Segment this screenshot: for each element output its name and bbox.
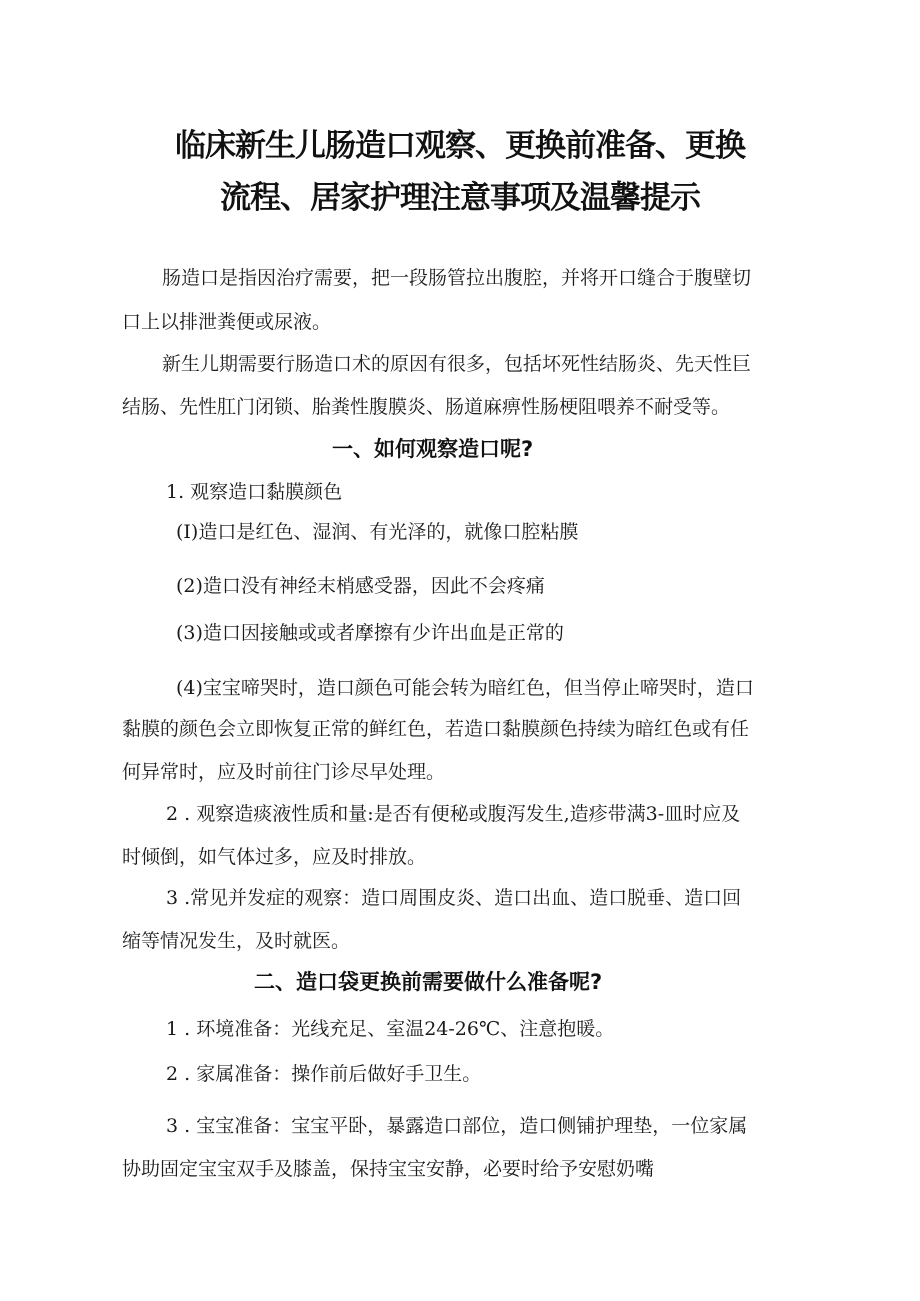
section-1-sub-item-2: (2)造口没有神经末梢感受器，因此不会疼痛	[176, 575, 545, 597]
document-title-line-2: 流程、居家护理注意事项及温馨提示	[220, 180, 700, 216]
section-1-sub-item-4-line-1: (4)宝宝啼哭时，造口颜色可能会转为暗红色，但当停止啼哭时，造口	[176, 677, 754, 699]
intro-paragraph-2-line-2: 结肠、先性肛门闭锁、胎粪性腹膜炎、肠道麻痹性肠梗阻喂养不耐受等。	[122, 396, 731, 418]
section-1-sub-item-4-line-2: 黏膜的颜色会立即恢复正常的鲜红色，若造口黏膜颜色持续为暗红色或有任	[122, 718, 750, 740]
intro-paragraph-1-line-1: 肠造口是指因治疗需要，把一段肠管拉出腹腔，并将开口缝合于腹壁切	[162, 267, 752, 289]
document-title-line-1: 临床新生儿肠造口观察、更换前准备、更换	[175, 128, 745, 164]
section-1-item-2-line-1: 2 . 观察造痰液性质和量:是否有便秘或腹泻发生,造疹带满3-皿时应及	[166, 803, 741, 825]
section-1-sub-item-4-line-3: 何异常时，应及时前往门诊尽早处理。	[122, 761, 446, 783]
section-2-item-2: 2 . 家属准备：操作前后做好手卫生。	[166, 1063, 482, 1085]
section-1-item-3-line-2: 缩等情况发生，及时就医。	[122, 930, 351, 952]
section-2-item-3-line-1: 3 . 宝宝准备：宝宝平卧，暴露造口部位，造口侧铺护理垫，一位家属	[166, 1115, 748, 1137]
section-2-item-3-line-2: 协助固定宝宝双手及膝盖，保持宝宝安静，必要时给予安慰奶嘴	[122, 1158, 655, 1180]
section-1-item-3-line-1: 3 .常见并发症的观察：造口周围皮炎、造口出血、造口脱垂、造口回	[166, 887, 742, 909]
section-1-item-1-title: 1. 观察造口黏膜颜色	[166, 481, 343, 503]
section-1-sub-item-1: (I)造口是红色、湿润、有光泽的，就像口腔粘膜	[176, 521, 579, 543]
section-1-item-2-line-2: 时倾倒，如气体过多，应及时排放。	[122, 846, 427, 868]
section-1-sub-item-3: (3)造口因接触或或者摩擦有少许出血是正常的	[176, 622, 564, 644]
intro-paragraph-1-line-2: 口上以排泄粪便或尿液。	[122, 311, 332, 333]
section-2-heading: 二、造口袋更换前需要做什么准备呢?	[254, 970, 603, 994]
section-2-item-1: 1 . 环境准备：光线充足、室温24-26℃、注意抱暖。	[166, 1018, 615, 1040]
intro-paragraph-2-line-1: 新生儿期需要行肠造口术的原因有很多，包括坏死性结肠炎、先天性巨	[162, 353, 752, 375]
section-1-heading: 一、如何观察造口呢?	[332, 437, 534, 461]
